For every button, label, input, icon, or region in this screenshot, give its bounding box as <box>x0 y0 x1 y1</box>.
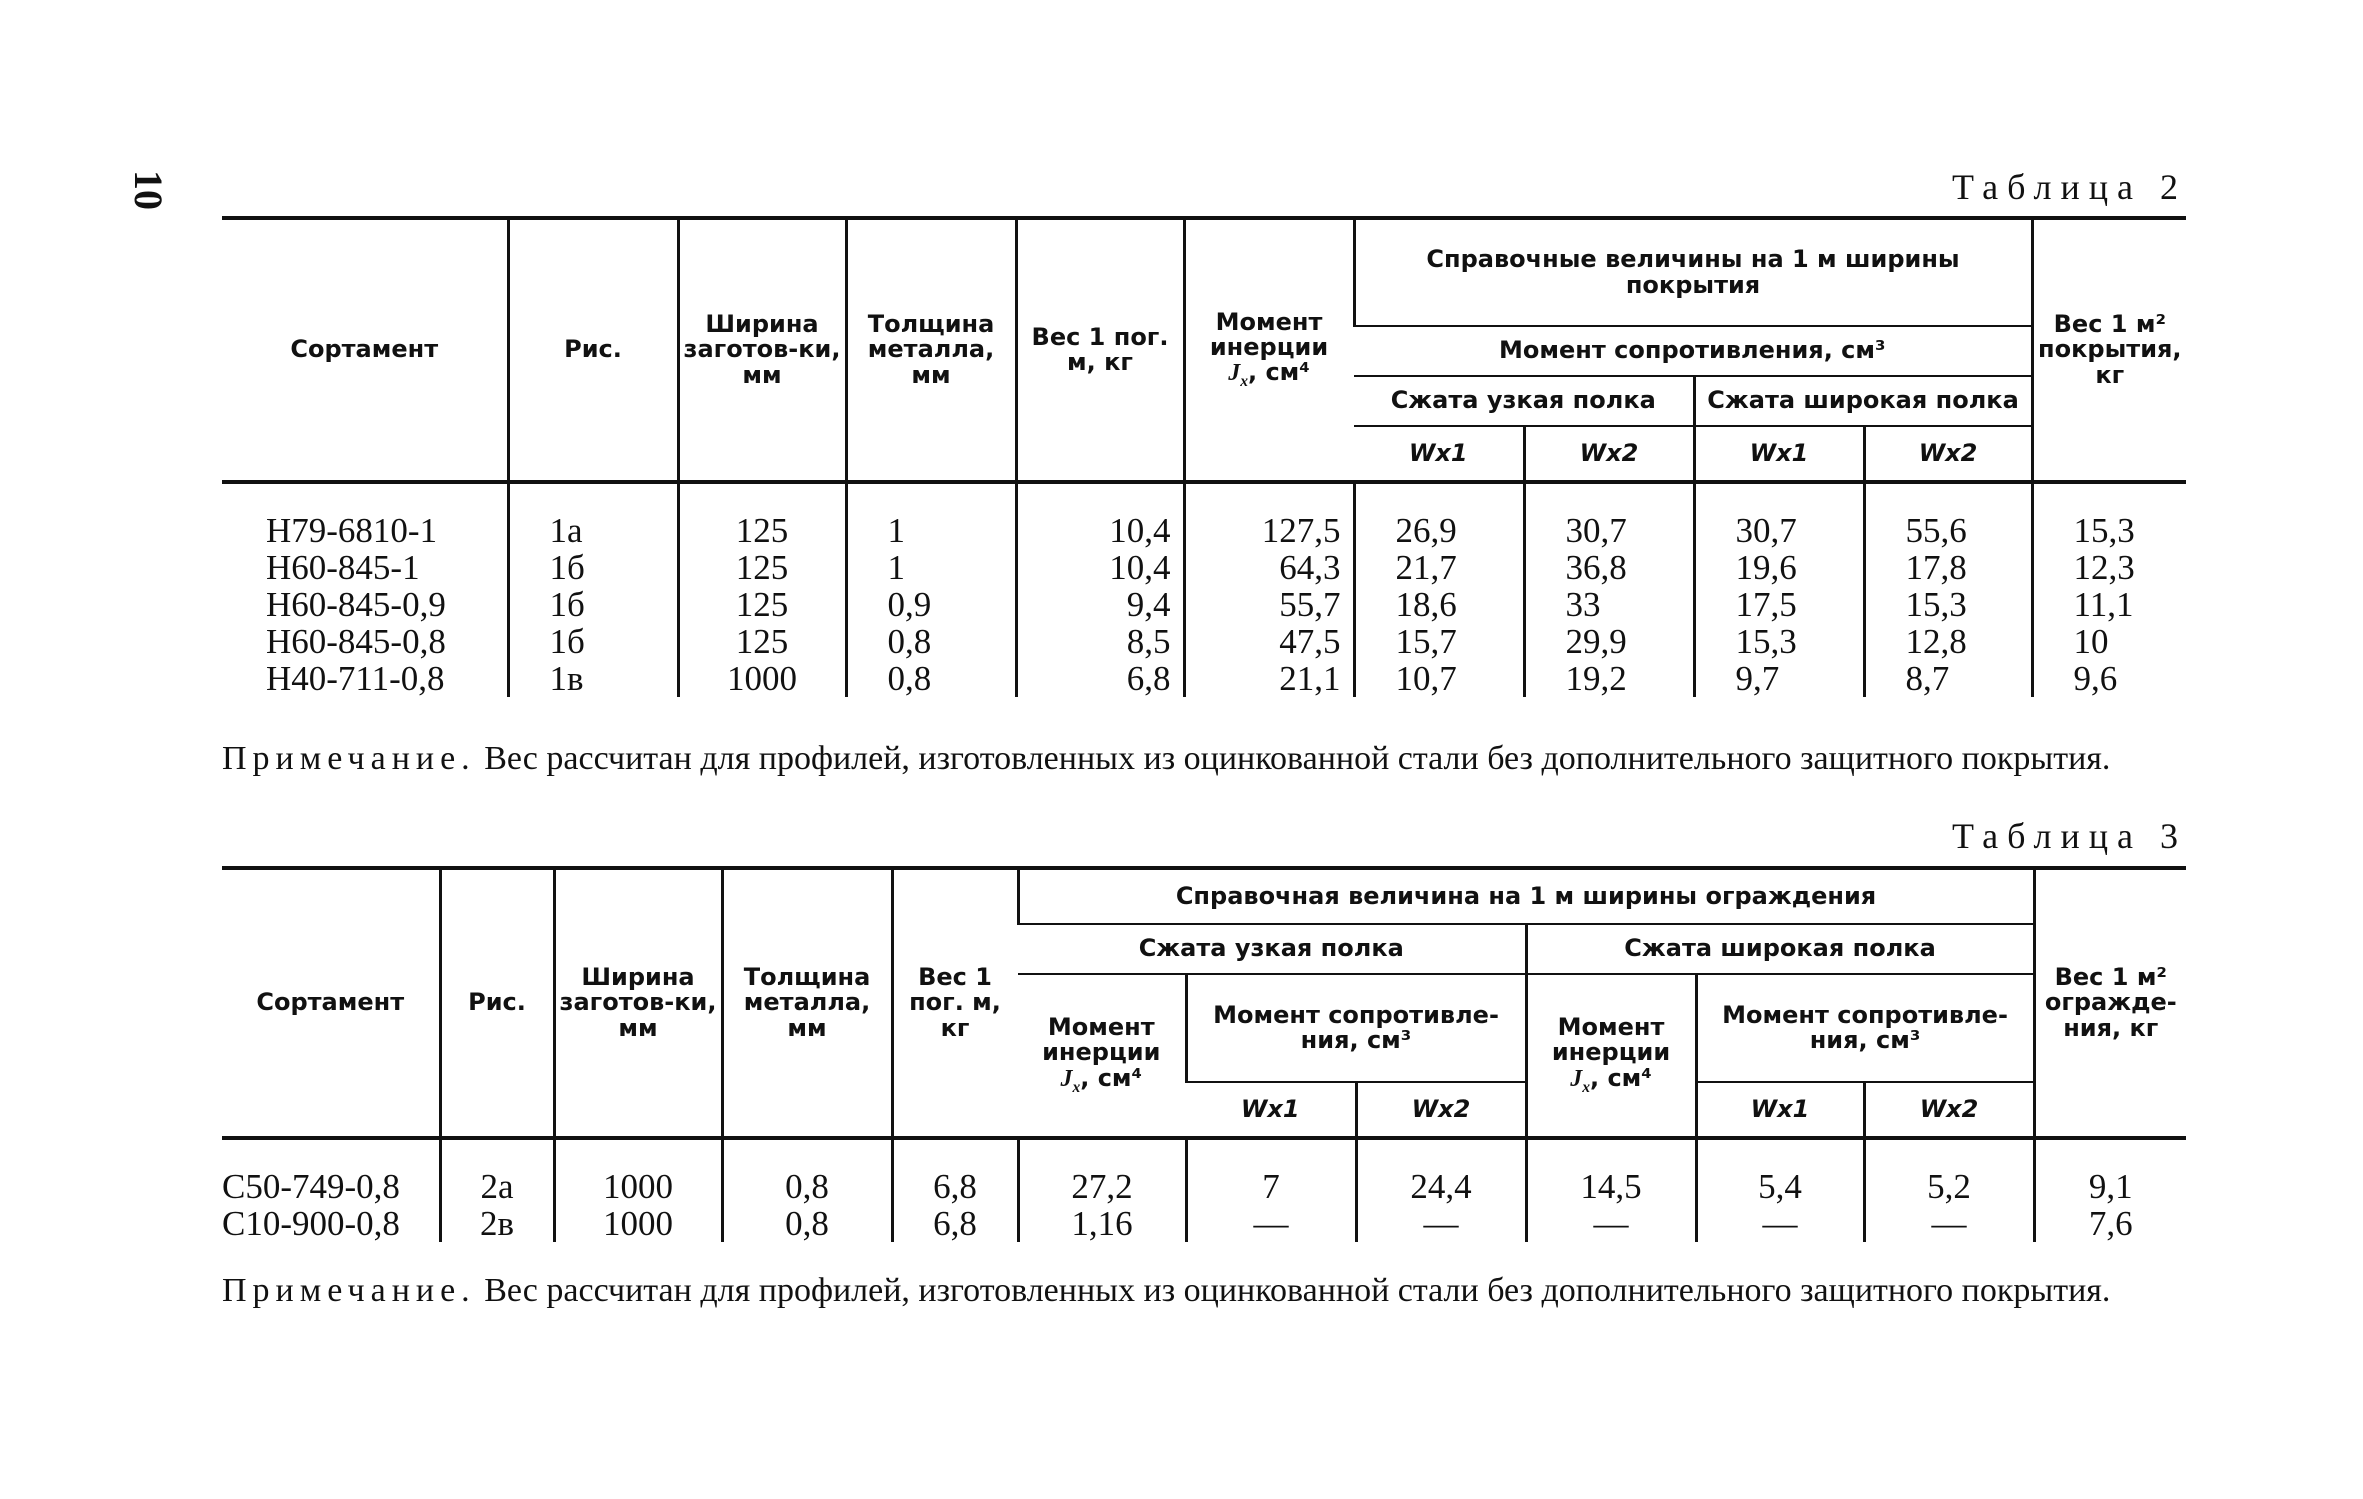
cell: 15,3 <box>2032 482 2186 549</box>
cell: 19,6 <box>1694 549 1864 586</box>
table2-note <box>222 740 2186 778</box>
t2-jx-symbol: $J_x$ <box>1228 360 1248 390</box>
cell: Н60-845-0,8 <box>266 622 446 661</box>
cell: 0,8 <box>846 660 1016 697</box>
t3-inertia-label-wide: Момент инерции <box>1551 1013 1671 1067</box>
cell: Н60-845-0,9 <box>266 585 446 624</box>
cell: 1б <box>508 623 678 660</box>
cell: 1а <box>508 482 678 549</box>
cell: 1б <box>508 549 678 586</box>
table-row <box>222 549 2186 586</box>
cell: 18,6 <box>1354 586 1524 623</box>
t2-header-weight-m2: Вес 1 м² покрытия, кг <box>2032 218 2186 482</box>
cell: С50-749-0,8 <box>222 1167 400 1206</box>
cell: 55,7 <box>1184 586 1354 623</box>
t3-header-narrow: Сжата узкая полка <box>1018 924 1526 974</box>
cell: 6,8 <box>892 1205 1018 1242</box>
cell: 2а <box>440 1138 554 1205</box>
t3-header-inertia-wide <box>1526 974 1696 1138</box>
cell: 0,8 <box>722 1205 892 1242</box>
cell: — <box>1864 1205 2034 1242</box>
cell: 5,2 <box>1864 1138 2034 1205</box>
cell: 8,7 <box>1864 660 2032 697</box>
t2-header-wx1-narrow: Wx1 <box>1408 438 1468 467</box>
cell: 36,8 <box>1524 549 1694 586</box>
cell: 1000 <box>554 1138 722 1205</box>
t2-header-ref-group: Справочные величины на 1 м ширины покрытия <box>1354 218 2032 326</box>
cell: 1000 <box>678 660 846 697</box>
t3-jx-symbol: $J_x$ <box>1060 1065 1081 1096</box>
cell: 30,7 <box>1694 482 1864 549</box>
t3-note-label: Примечание. <box>222 1272 476 1309</box>
cell: 125 <box>678 482 846 549</box>
t2-header-wx2-narrow: Wx2 <box>1524 426 1694 482</box>
cell: 1б <box>508 586 678 623</box>
cell: Н60-845-1 <box>266 548 420 587</box>
t3-note-text: Вес рассчитан для профилей, изготовленных из оцинкованной стали без дополнительного защитного покрытия. <box>475 1272 2111 1309</box>
t3-inertia-unit: , см⁴ <box>1080 1063 1143 1092</box>
cell: 0,9 <box>846 586 1016 623</box>
cell: 8,5 <box>1016 623 1184 660</box>
cell: 17,8 <box>1864 549 2032 586</box>
t3-header-wide: Сжата широкая полка <box>1526 924 2034 974</box>
t3-jx-symbol-wide: $J_x$ <box>1570 1065 1590 1096</box>
cell: 10,7 <box>1354 660 1524 697</box>
table-row <box>222 482 2186 549</box>
cell: С10-900-0,8 <box>222 1204 400 1243</box>
table-row <box>222 1138 2186 1205</box>
t3-inertia-label: Момент инерции <box>1042 1013 1161 1067</box>
cell: 1,16 <box>1018 1205 1186 1242</box>
page-number: 10 <box>126 170 171 210</box>
table2-caption: Таблица 2 <box>1952 167 2187 207</box>
t3-header-wx1-wide: Wx1 <box>1696 1082 1864 1138</box>
cell: — <box>1696 1205 1864 1242</box>
t3-header-thickness: Толщина металла, мм <box>722 868 892 1138</box>
cell: 11,1 <box>2032 586 2186 623</box>
t3-header-resist-wide: Момент сопротивле-ния, см³ <box>1696 974 2034 1082</box>
t2-header-inertia <box>1184 218 1354 482</box>
cell: 0,8 <box>722 1138 892 1205</box>
t2-header-sortament: Сортамент <box>290 335 439 364</box>
t2-header-ris: Рис. <box>508 218 678 482</box>
cell: 10 <box>2032 623 2186 660</box>
cell: 14,5 <box>1526 1138 1696 1205</box>
cell: 125 <box>678 623 846 660</box>
cell: 7 <box>1186 1138 1356 1205</box>
cell: 15,3 <box>1694 623 1864 660</box>
t2-note-text: Вес рассчитан для профилей, изготовленных из оцинкованной стали без дополнительного защитного покрытия. <box>475 740 2111 777</box>
t2-header-wx1-wide: Wx1 <box>1694 426 1864 482</box>
t3-header-wx2-narrow: Wx2 <box>1356 1082 1526 1138</box>
t2-inertia-label: Момент инерции <box>1209 307 1329 361</box>
cell: 24,4 <box>1356 1138 1526 1205</box>
cell: 15,3 <box>1864 586 2032 623</box>
cell: 64,3 <box>1184 549 1354 586</box>
cell: — <box>1186 1205 1356 1242</box>
cell: 10,4 <box>1016 482 1184 549</box>
cell: 26,9 <box>1354 482 1524 549</box>
cell: 9,7 <box>1694 660 1864 697</box>
cell: 1 <box>846 482 1016 549</box>
t2-note-label: Примечание. <box>222 740 476 777</box>
t3-header-ris: Рис. <box>440 868 554 1138</box>
cell: 55,6 <box>1864 482 2032 549</box>
t2-header-wide: Сжата широкая полка <box>1694 376 2032 426</box>
cell: 1в <box>508 660 678 697</box>
table-row <box>222 623 2186 660</box>
t2-header-weight: Вес 1 пог. м, кг <box>1016 218 1184 482</box>
cell: 1000 <box>554 1205 722 1242</box>
cell: 29,9 <box>1524 623 1694 660</box>
t2-header-resist-group: Момент сопротивления, см³ <box>1354 326 2032 376</box>
t2-header-thickness: Толщина металла, мм <box>846 218 1016 482</box>
cell: 47,5 <box>1184 623 1354 660</box>
cell: 5,4 <box>1696 1138 1864 1205</box>
table-row <box>222 1205 2186 1242</box>
cell: 12,8 <box>1864 623 2032 660</box>
cell: 17,5 <box>1694 586 1864 623</box>
t3-header-weight-m2: Вес 1 м² огражде-ния, кг <box>2034 868 2186 1138</box>
cell: 30,7 <box>1524 482 1694 549</box>
t3-header-resist-narrow: Момент сопротивле-ния, см³ <box>1186 974 1526 1082</box>
cell: 9,6 <box>2032 660 2186 697</box>
cell: 6,8 <box>1016 660 1184 697</box>
table-row <box>222 660 2186 697</box>
cell: 12,3 <box>2032 549 2186 586</box>
t3-header-sortament: Сортамент <box>256 988 405 1017</box>
cell: Н40-711-0,8 <box>266 659 445 698</box>
cell: 9,4 <box>1016 586 1184 623</box>
t3-header-weight: Вес 1 пог. м, кг <box>892 868 1018 1138</box>
table3-caption: Таблица 3 <box>1952 816 2187 856</box>
t3-header-width: Ширина заготов-ки, мм <box>554 868 722 1138</box>
cell: 127,5 <box>1184 482 1354 549</box>
t3-header-inertia-narrow <box>1018 974 1186 1138</box>
t3-inertia-unit-wide: , см⁴ <box>1589 1063 1652 1092</box>
table3 <box>222 866 2186 1242</box>
t3-header-wx2-wide: Wx2 <box>1864 1082 2034 1138</box>
t2-inertia-unit: , см⁴ <box>1247 358 1310 387</box>
cell: — <box>1526 1205 1696 1242</box>
t2-header-width: Ширина заготов-ки, мм <box>678 218 846 482</box>
cell: Н79-6810-1 <box>266 511 438 550</box>
cell: 21,7 <box>1354 549 1524 586</box>
cell: 10,4 <box>1016 549 1184 586</box>
t2-header-wx2-wide: Wx2 <box>1864 426 2032 482</box>
cell: 21,1 <box>1184 660 1354 697</box>
t3-header-ref-group: Справочная величина на 1 м ширины ограждения <box>1018 868 2034 924</box>
cell: 33 <box>1524 586 1694 623</box>
cell: — <box>1356 1205 1526 1242</box>
cell: 19,2 <box>1524 660 1694 697</box>
cell: 27,2 <box>1018 1138 1186 1205</box>
t3-header-wx1-narrow: Wx1 <box>1240 1094 1300 1123</box>
cell: 9,1 <box>2034 1138 2186 1205</box>
cell: 0,8 <box>846 623 1016 660</box>
cell: 15,7 <box>1354 623 1524 660</box>
cell: 125 <box>678 586 846 623</box>
cell: 6,8 <box>892 1138 1018 1205</box>
cell: 7,6 <box>2034 1205 2186 1242</box>
t2-header-narrow: Сжата узкая полка <box>1354 376 1694 426</box>
cell: 125 <box>678 549 846 586</box>
table2 <box>222 216 2186 697</box>
cell: 1 <box>846 549 1016 586</box>
table-row <box>222 586 2186 623</box>
table3-note <box>222 1272 2186 1310</box>
cell: 2в <box>440 1205 554 1242</box>
